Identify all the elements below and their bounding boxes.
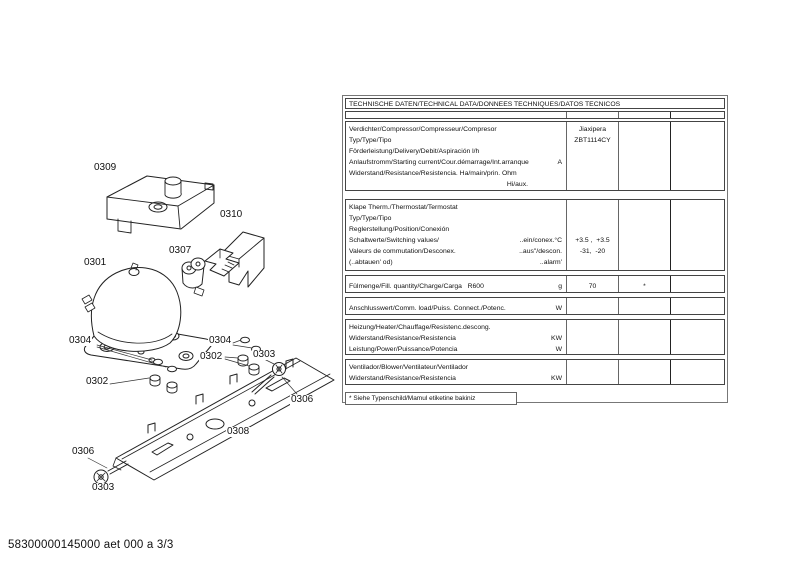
description-text: ..ein/conex.°C [519, 237, 562, 244]
table-row-spacer [345, 111, 725, 119]
description-line [346, 333, 566, 344]
description-text: Widerstand/Resistance/Resistencia [349, 375, 456, 382]
description-line [346, 213, 566, 224]
cell-value-3 [670, 360, 724, 384]
cell-value-2 [618, 360, 670, 384]
value-text: -31, -20 [579, 248, 606, 255]
cell-value-1 [566, 320, 618, 354]
bolt-left-art [94, 461, 128, 484]
description-line [346, 224, 566, 235]
part-label-0310: 0310 [220, 209, 243, 220]
description-text: ..alarm' [539, 259, 562, 266]
technical-data-table [342, 95, 728, 403]
description-text: Schaltwerte/Switching values/ [349, 237, 439, 244]
cell-description [346, 276, 566, 292]
part-label-0307: 0307 [169, 245, 192, 256]
cell-value-2 [618, 122, 670, 190]
description-line [346, 168, 566, 179]
description-text: Reglerstellung/Position/Conexión [349, 226, 450, 233]
description-text: W [555, 346, 562, 353]
part-label-0308: 0308 [227, 426, 250, 437]
part-label-0302: 0302 [86, 376, 109, 387]
cell-description [346, 360, 566, 384]
value-text: ZBT1114CY [574, 137, 611, 144]
description-line [346, 202, 566, 213]
description-line [346, 373, 566, 384]
description-line [346, 179, 566, 190]
description-line [346, 257, 566, 268]
description-line [346, 246, 566, 257]
description-text: Widerstand/Resistance/Resistencia [349, 335, 456, 342]
description-text: Ventilador/Blower/Ventilateur/Ventilador [349, 364, 469, 371]
part-label-0301: 0301 [84, 257, 107, 268]
cell-value-2 [618, 112, 670, 118]
cell-value-1 [566, 360, 618, 384]
table-rows [345, 111, 725, 385]
cell-value-1 [566, 200, 618, 270]
cell-value-1 [566, 298, 618, 314]
part-label-0306: 0306 [291, 394, 314, 405]
cell-description [346, 122, 566, 190]
part-label-0306: 0306 [72, 446, 95, 457]
part-label-0303: 0303 [253, 349, 276, 360]
cell-value-3 [670, 276, 724, 292]
table-row-verdichter [345, 121, 725, 191]
description-text: Verdichter/Compressor/Compresseur/Compresor [349, 126, 497, 133]
description-text: Valeurs de commutation/Desconex. [349, 248, 456, 255]
description-line [346, 303, 566, 314]
cell-value-3 [670, 200, 724, 270]
description-text: (..abtauen' od) [349, 259, 393, 266]
cell-description [346, 320, 566, 354]
table-footnote: * Siehe Typenschild/Mamul etiketine bakiniz [345, 392, 517, 405]
cell-value-2 [618, 276, 670, 292]
part-label-0304: 0304 [209, 335, 232, 346]
table-row-ventilador [345, 359, 725, 385]
table-title: TECHNISCHE DATEN/TECHNICAL DATA/DONNEES TECHNIQUES/DATOS TECNICOS [345, 98, 725, 109]
description-text: A [557, 159, 562, 166]
part-label-0302: 0302 [200, 351, 223, 362]
description-text: Heizung/Heater/Chauffage/Resistenc.descong. [349, 324, 491, 331]
description-text: Leistung/Power/Puissance/Potencia [349, 346, 458, 353]
description-text: Klape Therm./Thermostat/Termostat [349, 204, 458, 211]
description-text: Typ/Type/Tipo [349, 215, 392, 222]
description-line [346, 235, 566, 246]
description-text: Anschlusswert/Comm. load/Puiss. Connect./Potenc. [349, 305, 506, 312]
description-text: Förderleistung/Delivery/Debit/Aspiración l/h [349, 148, 480, 155]
part-label-0303: 0303 [92, 482, 115, 493]
description-line [346, 124, 566, 135]
table-row-klape [345, 199, 725, 271]
cell-value-1 [566, 122, 618, 190]
cell-value-1 [566, 112, 618, 118]
value-text: * [643, 283, 646, 290]
description-line [346, 281, 566, 292]
description-text: KW [551, 335, 562, 342]
value-text [567, 202, 618, 213]
description-text: g [558, 283, 562, 290]
cell-value-2 [618, 200, 670, 270]
cell-description [346, 200, 566, 270]
cell-value-2 [618, 320, 670, 354]
description-text: Hi/aux. [506, 181, 528, 188]
bracket-art [107, 176, 214, 233]
cell-value-3 [670, 298, 724, 314]
description-text: W [555, 305, 562, 312]
cell-value-3 [670, 320, 724, 354]
cell-value-2 [618, 298, 670, 314]
value-text: +3.5 , +3.5 [575, 237, 610, 244]
cell-description [346, 112, 566, 118]
base-plate-art [113, 358, 334, 480]
description-text: Anlaufstromm/Starting current/Cour.démarrage/Int.arranque [349, 159, 529, 166]
description-line [346, 322, 566, 333]
cell-value-3 [670, 112, 724, 118]
cell-value-3 [670, 122, 724, 190]
description-line [346, 344, 566, 354]
description-text: KW [551, 375, 562, 382]
table-row-anschlusswert [345, 297, 725, 315]
document-code: 58300000145000 aet 000 a 3/3 [8, 539, 174, 551]
description-text: Widerstand/Resistance/Resistencia. Ha/main/prin. Ohm [349, 170, 517, 177]
cell-description [346, 298, 566, 314]
description-line [346, 362, 566, 373]
description-text: Typ/Type/Tipo [349, 137, 392, 144]
table-footnote-row [345, 387, 725, 400]
table-row-heizung [345, 319, 725, 355]
table-row-fuellmenge [345, 275, 725, 293]
part-label-0304: 0304 [69, 335, 92, 346]
value-text [567, 213, 618, 224]
description-text: ..aus"/descon. [519, 248, 562, 255]
value-text [567, 224, 618, 235]
description-line [346, 157, 566, 168]
cell-value-1 [566, 276, 618, 292]
description-line [346, 135, 566, 146]
part-label-0309: 0309 [94, 162, 117, 173]
description-line [346, 146, 566, 157]
value-text: Jiaxipera [578, 126, 607, 133]
description-text: Fülmenge/Fill. quantity/Charge/Carga R600 [349, 283, 484, 290]
value-text: 70 [588, 283, 597, 290]
